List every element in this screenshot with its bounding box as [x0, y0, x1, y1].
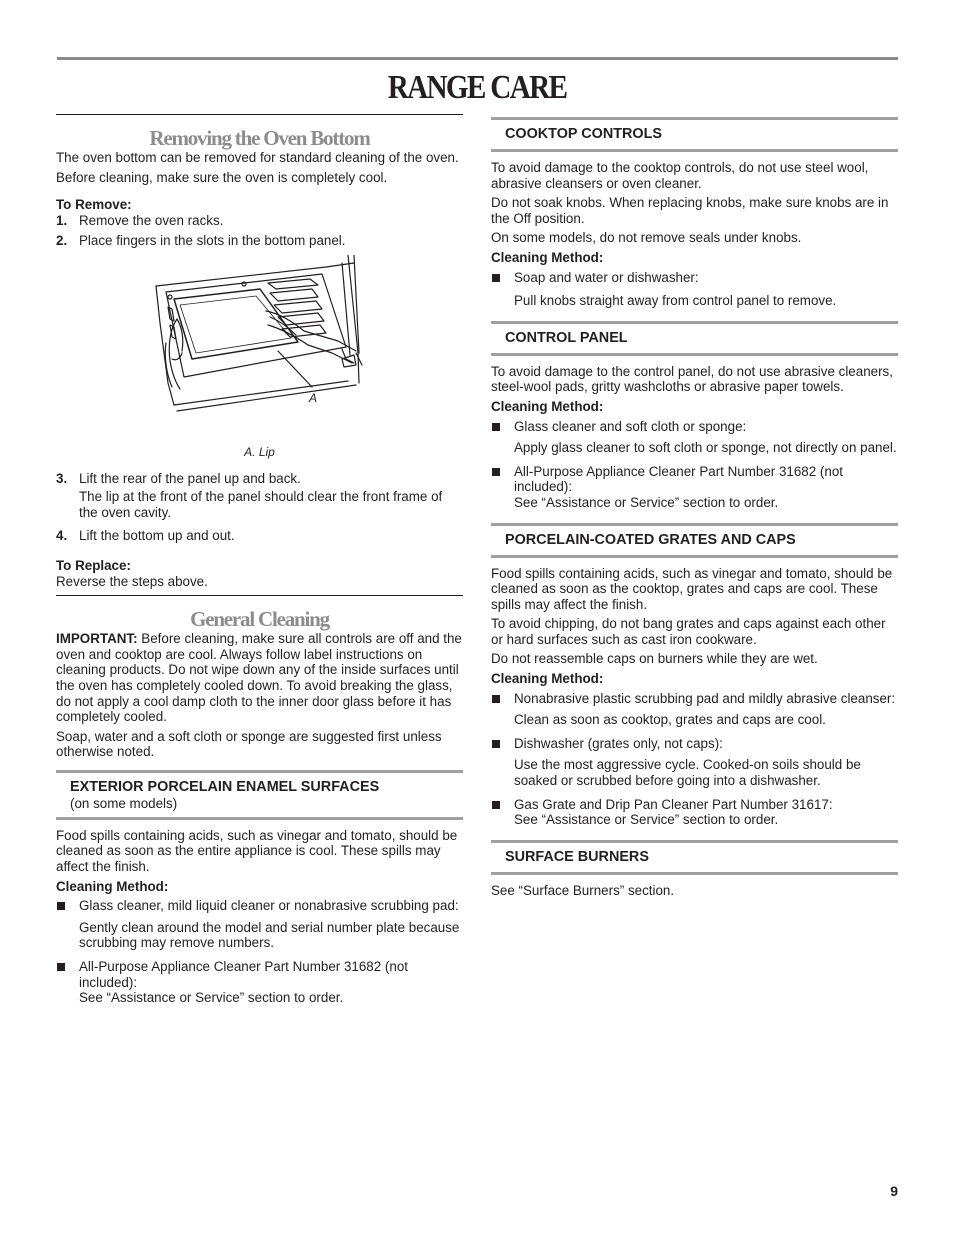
bullet-text-line2: See “Assistance or Service” section to order.	[79, 990, 344, 1006]
bullet-item	[491, 797, 898, 828]
bullet-square-icon	[57, 963, 65, 971]
section-rule	[56, 595, 463, 596]
bullet-text: Dishwasher (grates only, not caps):	[514, 735, 723, 751]
cooktop-p2: Do not soak knobs. When replacing knobs, make sure knobs are in the Off position.	[491, 195, 889, 226]
important-text: Before cleaning, make sure all controls are off and the oven and cooktop are cool. Always follow label instructions on cleaning products. Do not wipe down any of the inside surfaces until the oven has completely cooled down. To avoid breaking the glass, do not apply a cool damp cloth to the inner door glass before it has completely cooled.	[56, 631, 462, 725]
bullet-text: Nonabrasive plastic scrubbing pad and mildly abrasive cleanser:	[514, 690, 896, 706]
top-rule	[57, 57, 898, 60]
surface-burners-title: SURFACE BURNERS	[505, 848, 649, 865]
bullet-continuation: Use the most aggressive cycle. Cooked-on soils should be soaked or scrubbed before going into a dishwasher.	[514, 757, 861, 789]
step-3-continuation: The lip at the front of the panel should clear the front frame of the oven cavity.	[79, 489, 443, 520]
step-3	[56, 471, 463, 487]
bullet-item	[491, 464, 898, 511]
bullet-square-icon	[492, 695, 500, 703]
grates-p1: Food spills containing acids, such as vinegar and tomato, should be cleaned as soon as the cooktop, grates and caps are cool. These spills may affect the finish.	[491, 565, 893, 612]
step-text: Place fingers in the slots in the bottom panel.	[79, 233, 346, 249]
bullet-continuation: Pull knobs straight away from control panel to remove.	[514, 293, 837, 309]
cleaning-method-label: Cleaning Method:	[491, 249, 604, 265]
exterior-subtitle: (on some models)	[70, 795, 178, 811]
bullet-item	[491, 691, 898, 707]
cooktop-p1: To avoid damage to the cooktop controls, do not use steel wool, abrasive cleansers or oven cleaner.	[491, 160, 869, 191]
bullet-text: Gas Grate and Drip Pan Cleaner Part Number 31617:	[514, 796, 833, 812]
bullet-text: Soap and water or dishwasher:	[514, 269, 699, 285]
surface-burners-p1: See “Surface Burners” section.	[491, 882, 675, 898]
general-cleaning-title: General Cleaning	[190, 607, 329, 632]
grates-p3: Do not reassemble caps on burners while they are wet.	[491, 651, 818, 667]
step-number: 3.	[56, 470, 68, 486]
cooktop-controls-title: COOKTOP CONTROLS	[505, 126, 662, 142]
step-number: 4.	[56, 528, 68, 544]
bullet-text-line2: See “Assistance or Service” section to order.	[514, 812, 779, 828]
important-paragraph	[56, 631, 463, 725]
left-column	[56, 114, 463, 1012]
oven-bottom-drawing	[56, 255, 463, 441]
removing-intro-1: The oven bottom can be removed for standard cleaning of the oven.	[56, 150, 459, 165]
figure-callout-a: A	[309, 390, 318, 405]
grates-p2: To avoid chipping, do not bang grates and caps against each other or hard surfaces such as cast iron cookware.	[491, 616, 886, 647]
bullet-text-line2: See “Assistance or Service” section to order.	[514, 494, 779, 510]
removing-title: Removing the Oven Bottom	[149, 126, 370, 150]
step-text: Remove the oven racks.	[79, 212, 224, 228]
cleaning-method-label: Cleaning Method:	[56, 878, 169, 894]
step-number: 1.	[56, 212, 68, 228]
bullet-item	[491, 736, 898, 752]
cooktop-controls-heading-box	[491, 117, 898, 152]
oven-bottom-illustration	[56, 255, 463, 441]
to-replace-text: Reverse the steps above.	[56, 573, 208, 589]
bullet-continuation: Apply glass cleaner to soft cloth or sponge, not directly on panel.	[514, 440, 897, 456]
step-2	[56, 233, 463, 249]
bullet-text: Glass cleaner and soft cloth or sponge:	[514, 418, 747, 434]
bullet-item	[491, 270, 898, 286]
soap-paragraph: Soap, water and a soft cloth or sponge are suggested first unless otherwise noted.	[56, 728, 442, 760]
step-number: 2.	[56, 233, 68, 249]
bullet-text: Glass cleaner, mild liquid cleaner or nonabrasive scrubbing pad:	[79, 898, 459, 914]
right-column	[491, 117, 898, 902]
step-4	[56, 528, 463, 544]
exterior-title: EXTERIOR PORCELAIN ENAMEL SURFACES	[70, 778, 380, 795]
bullet-continuation: Gently clean around the model and serial number plate because scrubbing may remove numbers.	[79, 919, 460, 951]
bullet-square-icon	[492, 468, 500, 476]
control-panel-heading-box	[491, 321, 898, 356]
bullet-square-icon	[492, 740, 500, 748]
bullet-square-icon	[57, 902, 65, 910]
bullet-continuation: Clean as soon as cooktop, grates and caps are cool.	[514, 712, 826, 728]
cleaning-method-label: Cleaning Method:	[491, 398, 604, 414]
step-1	[56, 213, 463, 229]
grates-title: PORCELAIN-COATED GRATES AND CAPS	[505, 531, 796, 548]
surface-burners-heading-box	[491, 840, 898, 875]
step-text: Lift the bottom up and out.	[79, 528, 235, 544]
bullet-item	[56, 959, 463, 1006]
exterior-paragraph: Food spills containing acids, such as vinegar and tomato, should be cleaned as soon as the entire appliance is cool. These spills may affect the finish.	[56, 827, 458, 875]
bullet-square-icon	[492, 423, 500, 431]
page-title: RANGE CARE	[387, 69, 567, 106]
control-panel-p1: To avoid damage to the control panel, do not use abrasive cleaners, steel-wool pads, gritty washcloths or abrasive paper towels.	[491, 363, 893, 395]
bullet-item	[56, 898, 463, 914]
to-remove-label: To Remove:	[56, 197, 132, 213]
important-label: IMPORTANT:	[56, 631, 138, 647]
exterior-heading-box	[56, 770, 463, 820]
bullet-text: All-Purpose Appliance Cleaner Part Number 31682 (not included):	[79, 959, 408, 990]
bullet-item	[491, 419, 898, 435]
to-replace-label: To Replace:	[56, 557, 131, 573]
section-rule	[56, 114, 463, 115]
page-number: 9	[890, 1183, 898, 1199]
bullet-square-icon	[492, 801, 500, 809]
step-text: Lift the rear of the panel up and back.	[79, 470, 301, 486]
control-panel-title: CONTROL PANEL	[505, 329, 628, 346]
figure-caption: A. Lip	[244, 444, 275, 459]
removing-intro-2: Before cleaning, make sure the oven is completely cool.	[56, 169, 388, 185]
cooktop-p3: On some models, do not remove seals under knobs.	[491, 230, 802, 246]
cleaning-method-label: Cleaning Method:	[491, 671, 604, 687]
bullet-text: All-Purpose Appliance Cleaner Part Number 31682 (not included):	[514, 463, 843, 495]
bullet-square-icon	[492, 274, 500, 282]
grates-heading-box	[491, 523, 898, 558]
